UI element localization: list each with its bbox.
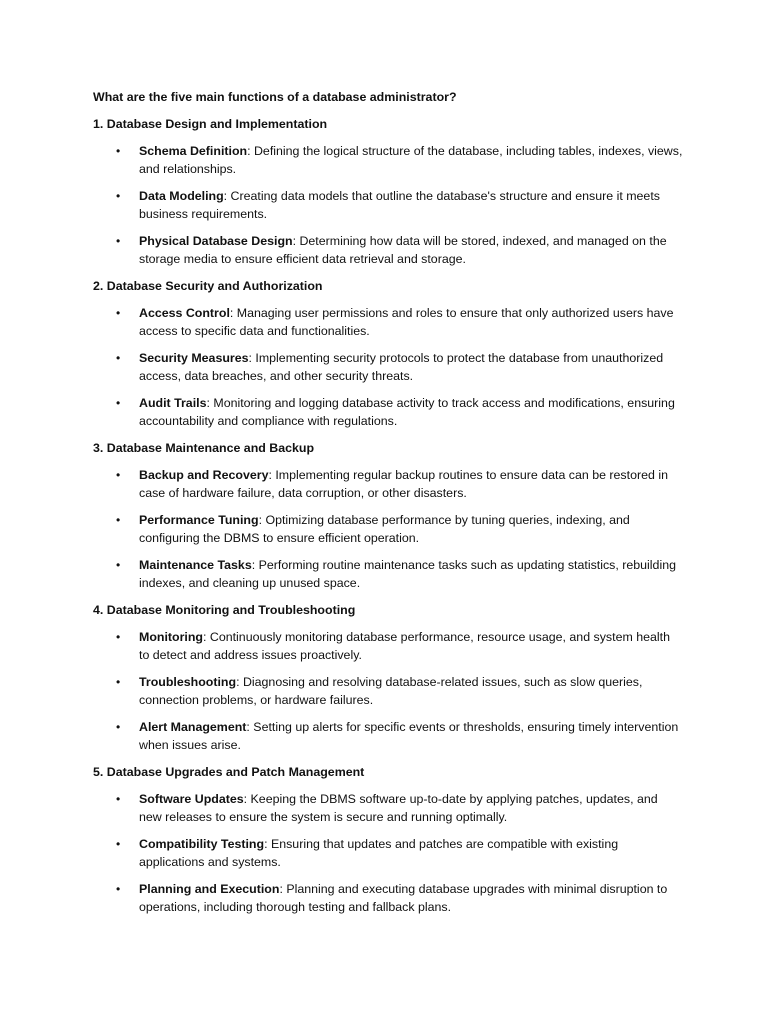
item-term: Maintenance Tasks — [139, 558, 252, 572]
list-item — [93, 511, 683, 547]
item-term: Planning and Execution — [139, 882, 280, 896]
bullet-icon: • — [116, 351, 121, 365]
section-heading: 3. Database Maintenance and Backup — [93, 441, 315, 455]
bullet-icon: • — [116, 144, 121, 158]
item-term: Physical Database Design — [139, 234, 293, 248]
item-description: : Implementing regular backup routines to ensure data can be restored in case of hardware failure, data corruption, or other disasters. — [139, 468, 668, 500]
item-term: Compatibility Testing — [139, 837, 265, 851]
list-item — [93, 232, 683, 268]
item-term: Schema Definition — [139, 144, 248, 158]
item-term: Access Control — [139, 306, 230, 320]
item-term: Data Modeling — [139, 189, 224, 203]
bullet-icon: • — [116, 396, 121, 410]
bullet-list — [93, 142, 683, 268]
item-description: : Creating data models that outline the database's structure and ensure it meets business requirements. — [139, 189, 660, 221]
item-term: Software Updates — [139, 792, 244, 806]
section-heading: 2. Database Security and Authorization — [93, 279, 323, 293]
item-description: : Performing routine maintenance tasks such as updating statistics, rebuilding indexes, and cleaning up unused space. — [139, 558, 676, 590]
section-5 — [93, 763, 683, 916]
list-item — [93, 790, 683, 826]
bullet-icon: • — [116, 720, 121, 734]
bullet-icon: • — [116, 468, 121, 482]
list-item — [93, 880, 683, 916]
bullet-icon: • — [116, 306, 121, 320]
item-term: Monitoring — [139, 630, 203, 644]
bullet-list — [93, 304, 683, 430]
document-page — [93, 88, 683, 925]
item-description: : Optimizing database performance by tuning queries, indexing, and configuring the DBMS to ensure efficient operation. — [139, 513, 630, 545]
bullet-icon: • — [116, 792, 121, 806]
item-description: : Defining the logical structure of the database, including tables, indexes, views, and relationships. — [139, 144, 683, 176]
item-description: : Planning and executing database upgrades with minimal disruption to operations, including thorough testing and fallback plans. — [139, 882, 668, 914]
section-3 — [93, 439, 683, 592]
list-item — [93, 304, 683, 340]
section-heading: 1. Database Design and Implementation — [93, 117, 328, 131]
item-description: : Ensuring that updates and patches are compatible with existing applications and systems. — [139, 837, 619, 869]
list-item — [93, 673, 683, 709]
section-4 — [93, 601, 683, 754]
item-term: Backup and Recovery — [139, 468, 269, 482]
bullet-icon: • — [116, 189, 121, 203]
item-description: : Keeping the DBMS software up-to-date by applying patches, updates, and new releases to ensure the system is secure and running optimally. — [139, 792, 658, 824]
item-term: Alert Management — [139, 720, 247, 734]
list-item — [93, 718, 683, 754]
item-description: : Setting up alerts for specific events or thresholds, ensuring timely intervention when issues arise. — [139, 720, 679, 752]
bullet-list — [93, 628, 683, 754]
item-term: Performance Tuning — [139, 513, 259, 527]
list-item — [93, 835, 683, 871]
section-heading: 4. Database Monitoring and Troubleshooting — [93, 603, 356, 617]
bullet-icon: • — [116, 558, 121, 572]
item-term: Troubleshooting — [139, 675, 237, 689]
section-2 — [93, 277, 683, 430]
list-item — [93, 628, 683, 664]
bullet-icon: • — [116, 882, 121, 896]
item-description: : Determining how data will be stored, indexed, and managed on the storage media to ensure efficient data retrieval and storage. — [139, 234, 667, 266]
list-item — [93, 394, 683, 430]
list-item — [93, 556, 683, 592]
list-item — [93, 466, 683, 502]
section-1 — [93, 115, 683, 268]
item-description: : Monitoring and logging database activity to track access and modifications, ensuring accountability and compliance with regulations. — [139, 396, 675, 428]
list-item — [93, 187, 683, 223]
bullet-icon: • — [116, 837, 121, 851]
bullet-icon: • — [116, 513, 121, 527]
item-description: : Continuously monitoring database performance, resource usage, and system health to detect and address issues proactively. — [139, 630, 670, 662]
bullet-list — [93, 466, 683, 592]
section-heading: 5. Database Upgrades and Patch Management — [93, 765, 365, 779]
list-item — [93, 142, 683, 178]
item-term: Security Measures — [139, 351, 249, 365]
question-heading: What are the five main functions of a database administrator? — [93, 90, 457, 104]
bullet-icon: • — [116, 630, 121, 644]
list-item — [93, 349, 683, 385]
bullet-icon: • — [116, 234, 121, 248]
item-description: : Implementing security protocols to protect the database from unauthorized access, data breaches, and other security threats. — [139, 351, 664, 383]
item-term: Audit Trails — [139, 396, 207, 410]
bullet-list — [93, 790, 683, 916]
item-description: : Diagnosing and resolving database-related issues, such as slow queries, connection problems, or hardware failures. — [139, 675, 643, 707]
bullet-icon: • — [116, 675, 121, 689]
item-description: : Managing user permissions and roles to ensure that only authorized users have access to specific data and functionalities. — [139, 306, 674, 338]
